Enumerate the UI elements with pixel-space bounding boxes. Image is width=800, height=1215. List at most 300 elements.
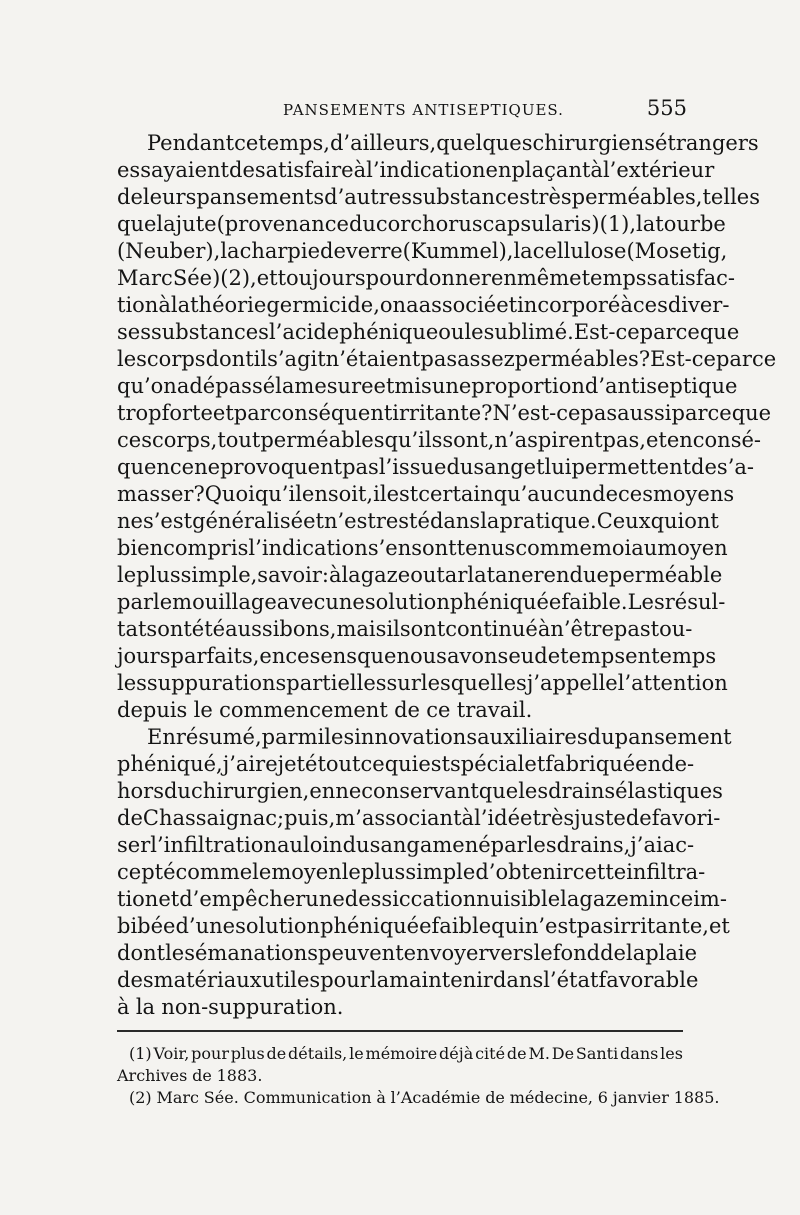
word: les [526,833,557,857]
word: plus [136,563,181,587]
word: le [533,941,553,965]
word: perméables [260,428,385,452]
word: la [156,212,176,236]
word: fabriqué [545,752,636,776]
word: de [485,1088,505,1107]
word: ne [335,779,362,803]
word: im- [693,887,727,911]
word: (Mosetig, [626,239,728,263]
word: la [170,293,191,317]
word: de- [661,752,695,776]
word: à [537,617,551,641]
word: très [529,185,572,209]
word: Chassaignac; [142,806,285,830]
word: est [418,752,451,776]
word: s’est [142,509,193,533]
word: tout [217,428,261,452]
word: satisfac- [646,266,735,290]
word: (Kummel), [402,239,514,263]
text-line [117,697,683,724]
word: Est-ce [573,320,640,344]
word: chirurgiens [532,131,655,155]
word: n’est [323,509,376,533]
word: pratique. [499,509,597,533]
word: les [117,347,147,371]
word: m’associant [335,806,462,830]
word: pour [365,266,416,290]
word: resté [375,509,430,533]
word: donner [415,266,491,290]
word: d’ailleurs, [329,131,437,155]
word: une [305,887,345,911]
word: simple [405,860,476,884]
word: en [666,428,693,452]
footnote-line [117,1087,720,1109]
word: charpie [239,239,320,263]
word: tourbe [655,212,726,236]
word: masser [117,482,194,506]
word: tion [117,887,159,911]
word: de [192,1066,212,1085]
word: janvier [612,1088,669,1107]
word: pas, [602,428,646,452]
word: et [212,401,234,425]
word: leurs [142,185,197,209]
word: maintenir [389,968,493,992]
text-line [117,751,695,778]
word: tarlatane [436,563,534,587]
text-line [117,346,777,373]
word: M. [528,1044,550,1063]
word: partielles [286,671,387,695]
word: juste [574,806,626,830]
footnote-separator [117,1030,683,1032]
word: le [349,1044,364,1063]
text-line [117,427,761,454]
word: par [117,590,154,614]
word: la [513,239,533,263]
word: Marc [117,266,173,290]
word: parce [639,320,700,344]
text-line [117,967,699,994]
word: avec [276,590,326,614]
text-line [117,211,726,238]
text-line [117,805,721,832]
word: de [691,455,717,479]
word: la [341,563,361,587]
word: pansements [196,185,325,209]
word: Communication [243,1088,372,1107]
word: capsularis) [482,212,600,236]
word: avons [446,644,509,668]
word: à [353,158,367,182]
word: sont [411,536,457,560]
word: et [496,293,518,317]
text-line [117,886,727,913]
word: la [636,212,656,236]
word: favorable [598,968,699,992]
word: qui [384,752,419,776]
word: cellulose [532,239,627,263]
word: irritante, [613,914,709,938]
word: qu’ils [384,428,443,452]
word: n’étaient [325,347,421,371]
word: : [321,563,329,587]
word: mouillage [172,590,277,614]
word: toujours [277,266,366,290]
word: de [266,1044,287,1063]
word: pour [320,968,370,992]
word: essayaient [117,158,229,182]
word: temps [560,644,626,668]
word: a [406,293,419,317]
word: auxiliaires [477,725,588,749]
word: mais [336,617,387,641]
word: phéniquée [449,590,562,614]
word: il [373,482,387,506]
word: la [369,968,390,992]
text-line [117,373,738,400]
word: sens [309,644,358,668]
word: depuis [117,698,188,722]
word: travail. [456,698,533,722]
word: du [446,455,474,479]
word: gaze [360,563,411,587]
word: à [461,806,475,830]
word: lesquelles [420,671,527,695]
word: commencement [219,698,388,722]
word: de [394,698,420,722]
word: plaçant [511,158,591,182]
word: de [592,482,619,506]
word: assez [457,347,515,371]
word: bons, [279,617,337,641]
word: l’acide [268,320,340,344]
word: associé [418,293,497,317]
word: par [233,401,270,425]
word: d’antiseptique [584,374,738,398]
word: dont [117,941,166,965]
word: temps [581,266,647,290]
word: loin [302,833,343,857]
word: ces [117,428,152,452]
word: médecine, [509,1088,593,1107]
word: ces [632,293,668,317]
word: nuisible [476,887,561,911]
word: ont [410,617,446,641]
word: en [485,158,512,182]
word: dépassé [189,374,276,398]
word: temps [651,644,717,668]
word: mesure [294,374,374,398]
text-line [117,940,698,967]
word: phénique [339,320,439,344]
word: 1883. [216,1066,263,1085]
word: dans [492,968,544,992]
text-line [117,643,717,670]
word: Voir, [153,1044,190,1063]
text-line [117,535,728,562]
word: le [464,320,484,344]
word: compris [163,536,249,560]
word: du [587,725,615,749]
word: l’extérieur [602,158,715,182]
word: ? [481,401,493,425]
word: tout [317,752,361,776]
word: j’ai [630,833,663,857]
word: gaze [579,887,629,911]
word: perméable [608,563,723,587]
word: (2), [220,266,257,290]
running-title: PANSEMENTS ANTISEPTIQUES. [283,101,564,119]
word: l’idée [474,806,533,830]
word: dessiccation [344,887,477,911]
word: n’aspirent [494,428,603,452]
word: pas [580,401,618,425]
word: tou- [650,617,693,641]
word: de [117,806,143,830]
word: simple, [180,563,258,587]
text-line [117,913,730,940]
text-line [117,157,715,184]
word: que [478,779,519,803]
word: germicide, [266,293,380,317]
word: ont [684,509,719,533]
word: ce [234,131,259,155]
body-text [117,130,777,1021]
word: et [524,752,546,776]
word: proportion [471,374,585,398]
word: dont [205,347,254,371]
word: pas [342,455,379,479]
word: et [523,455,545,479]
word: en [490,266,517,290]
word: irritante [392,401,482,425]
text-line [117,508,719,535]
text-line [117,589,726,616]
word: sont, [442,428,495,452]
word: théorie [190,293,267,317]
word: ? [193,482,205,506]
text-line [117,130,759,157]
word: résumé, [175,725,262,749]
word: de [229,158,255,182]
word: de [600,941,626,965]
text-line [117,265,735,292]
word: bibée [117,914,176,938]
word: ser [117,833,151,857]
text-line [117,994,683,1021]
word: que [117,212,157,236]
word: s’en [367,536,412,560]
word: le [117,563,137,587]
word: l’indication [248,536,368,560]
word: En [147,725,176,749]
word: les [660,1044,683,1063]
word: trop [117,401,162,425]
word: en [301,482,328,506]
word: continué [445,617,538,641]
word: moyen [657,536,728,560]
word: pas [420,347,458,371]
word: substances [150,320,269,344]
text-line [117,832,695,859]
text-line [117,292,730,319]
word: parce [671,401,732,425]
footnote-line [117,1043,683,1065]
word: que [357,644,397,668]
word: ses [117,320,151,344]
word: les [324,725,355,749]
word: ou [438,320,465,344]
word: Santi [575,1044,619,1063]
word: j’ai [222,752,256,776]
text-line [117,400,772,427]
word: été [191,617,226,641]
word: diver- [667,293,730,317]
word: rendue [533,563,609,587]
word: Sée. [203,1088,239,1107]
word: jours [117,644,171,668]
word: quelques [436,131,533,155]
text-line [117,481,735,508]
word: de [534,644,561,668]
word: non-suppuration. [161,995,344,1019]
word: jute [175,212,217,236]
word: la [220,239,240,263]
word: le [252,860,272,884]
word: la [625,941,646,965]
word: élastiques [615,779,723,803]
word: au [276,833,303,857]
word: pour [191,1044,229,1063]
word: et [373,374,395,398]
word: à [376,1088,386,1107]
word: qui [650,509,685,533]
word: ac- [662,833,695,857]
word: (1) [129,1044,152,1063]
word: plaie [645,941,698,965]
word: suppurations [146,671,287,695]
word: que [699,320,740,344]
word: pas [613,617,651,641]
page-number: 555 [646,96,687,120]
word: détails, [288,1044,348,1063]
word: parmi [261,725,325,749]
text-line [117,319,740,346]
word: et [708,914,730,938]
word: matériaux [153,968,262,992]
word: une [325,590,365,614]
word: la [135,995,156,1019]
word: dans [429,509,481,533]
page-header [117,96,687,126]
word: drains [548,779,616,803]
word: Est-ce [650,347,716,371]
word: ce [285,644,310,668]
word: résul- [664,590,726,614]
word: à [117,995,130,1019]
word: nous [396,644,447,668]
word: tenus [456,536,516,560]
word: substances [412,185,530,209]
word: Les [627,590,665,614]
word: certain [418,482,494,506]
word: aussi [225,617,280,641]
word: sublimé. [483,320,574,344]
word: la [275,374,295,398]
word: étrangers [655,131,759,155]
word: (1), [599,212,637,236]
word: les [117,671,147,695]
word: qu’aucun [493,482,593,506]
word: tion [117,293,159,317]
word: 1885. [673,1088,720,1107]
word: on [379,293,407,317]
text-line [117,238,728,265]
word: d’autres [324,185,412,209]
word: de [506,1044,527,1063]
word: satisfaire [254,158,354,182]
footnotes [117,1043,720,1109]
word: une [431,374,472,398]
word: qui [491,914,525,938]
word: à [158,293,171,317]
word: a [176,374,190,398]
word: l’issue [378,455,447,479]
word: pansement [614,725,732,749]
word: l’Académie [390,1088,481,1107]
word: d’obtenir [475,860,573,884]
word: de [320,239,346,263]
word: Pendant [147,131,235,155]
word: soit, [327,482,374,506]
word: n’être [550,617,614,641]
word: mis [394,374,432,398]
word: s’agit [267,347,326,371]
text-line [117,616,693,643]
word: puis, [284,806,336,830]
word: du [342,833,370,857]
word: du [163,779,191,803]
word: dans [620,1044,659,1063]
word: j’appelle [526,671,618,695]
word: des [117,968,154,992]
word: tats [117,617,158,641]
word: faible [431,914,492,938]
word: lui [544,455,572,479]
word: permettent [571,455,692,479]
text-line [117,184,760,211]
word: qu’on [117,374,177,398]
text-line [117,859,706,886]
word: infiltra- [626,860,706,884]
word: hors [117,779,164,803]
word: conséquent [269,401,393,425]
word: de [117,185,143,209]
word: peuvent [318,941,404,965]
word: et [645,428,667,452]
word: n’est [524,914,577,938]
word: ils [386,617,411,641]
word: ce [360,752,385,776]
word: amené [419,833,491,857]
text-line [117,454,754,481]
word: eu [508,644,535,668]
word: temps, [258,131,330,155]
word: perméables [514,347,639,371]
word: phéniqué, [117,752,223,776]
